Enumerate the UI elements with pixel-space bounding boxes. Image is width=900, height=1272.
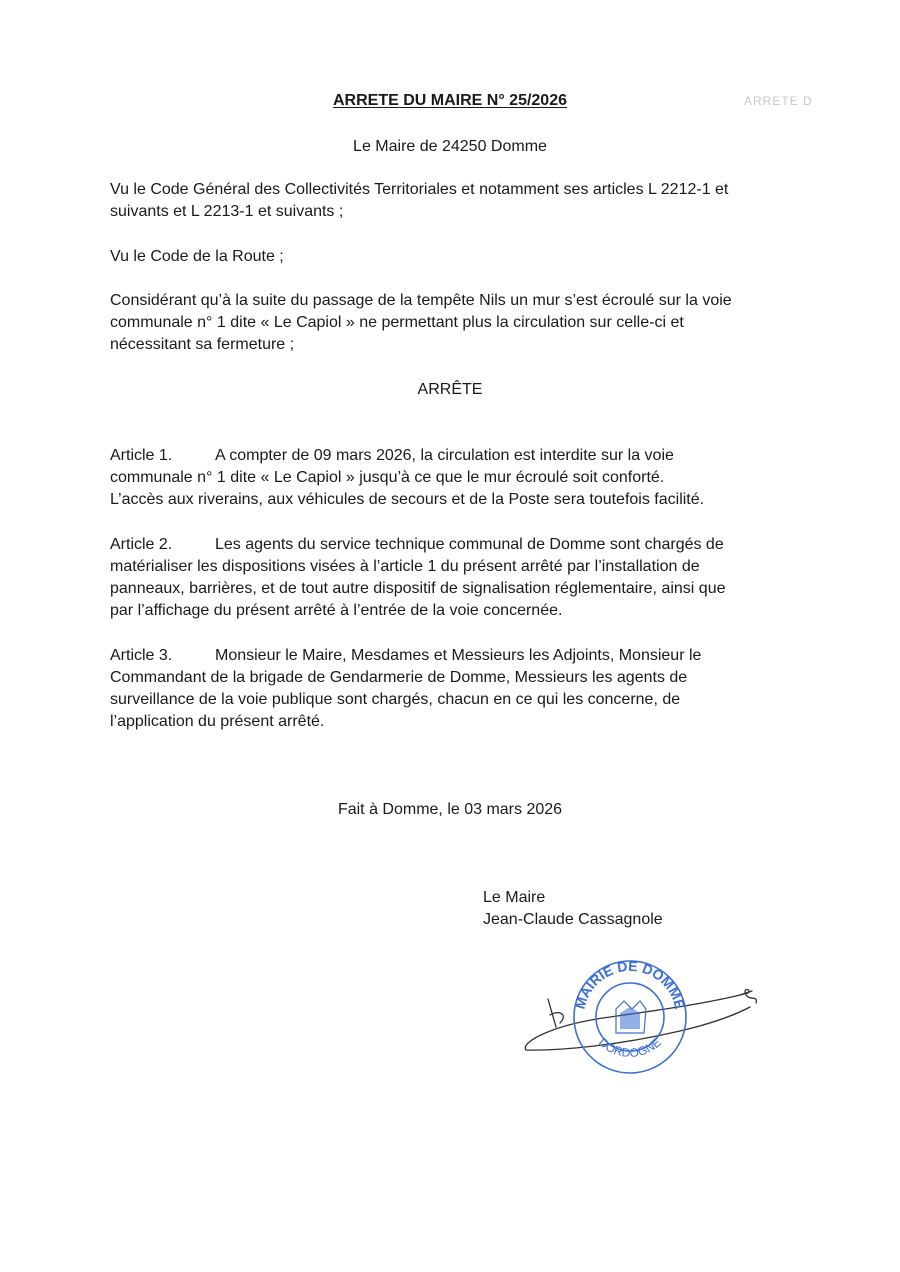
mairie-stamp-icon <box>520 955 770 1085</box>
article-2-line-2: matérialiser les dispositions visées à l’article 1 du présent arrêté par l’installation de <box>110 558 700 575</box>
considerant-line-1: Considérant qu’à la suite du passage de la tempête Nils un mur s’est écroulé sur la voie <box>110 292 732 309</box>
signer-title: Le Maire <box>483 889 546 906</box>
article-1-line-3: L’accès aux riverains, aux véhicules de secours et de la Poste sera toutefois facilité. <box>110 491 705 508</box>
article-3-line-3: surveillance de la voie publique sont chargés, chacun en ce qui les concerne, de <box>110 691 681 708</box>
article-2-label: Article 2. <box>110 536 173 553</box>
stamp-bottom-text: DORDOGNE <box>596 1035 664 1061</box>
article-2-line-3: panneaux, barrières, et de tout autre dispositif de signalisation réglementaire, ainsi que <box>110 580 726 597</box>
svg-text:MAIRIE DE DOMME <box>572 958 689 1011</box>
article-3-text: Monsieur le Maire, Mesdames et Messieurs les Adjoints, Monsieur le <box>215 647 702 664</box>
signer-name: Jean-Claude Cassagnole <box>483 911 663 928</box>
place-and-date: Fait à Domme, le 03 mars 2026 <box>337 801 563 818</box>
document-title: ARRETE DU MAIRE N° 25/2026 <box>332 92 567 109</box>
faded-reference-mark: ARRETE D <box>744 94 813 108</box>
stamp-top-text: MAIRIE DE DOMME <box>571 957 689 1011</box>
decision-heading: ARRÊTE <box>417 381 483 398</box>
svg-text:DORDOGNE <box>596 1035 664 1060</box>
article-1-line-1 <box>110 445 800 467</box>
considerant-line-3: nécessitant sa fermeture ; <box>110 336 295 353</box>
article-3-line-4: l’application du présent arrêté. <box>110 713 325 730</box>
article-1-line-2: communale n° 1 dite « Le Capiol » jusqu’à ce que le mur écroulé soit conforté. <box>110 469 665 486</box>
article-3-label: Article 3. <box>110 647 173 664</box>
article-1-text: A compter de 09 mars 2026, la circulation est interdite sur la voie <box>215 447 674 464</box>
vu-code-route: Vu le Code de la Route ; <box>110 248 284 265</box>
article-2-line-4: par l’affichage du présent arrêté à l’entrée de la voie concernée. <box>110 602 563 619</box>
article-3-line-1 <box>110 645 800 667</box>
stamp-and-signature <box>520 955 770 1085</box>
article-1-label: Article 1. <box>110 447 173 464</box>
vu-cgct-line-1: Vu le Code Général des Collectivités Territoriales et notamment ses articles L 2212-1 et <box>110 181 729 198</box>
vu-cgct-line-2: suivants et L 2213-1 et suivants ; <box>110 203 344 220</box>
issuing-authority: Le Maire de 24250 Domme <box>353 138 547 155</box>
article-2-text: Les agents du service technique communal de Domme sont chargés de <box>215 536 724 553</box>
article-2-line-1 <box>110 534 800 556</box>
considerant-line-2: communale n° 1 dite « Le Capiol » ne permettant plus la circulation sur celle-ci et <box>110 314 684 331</box>
article-3-line-2: Commandant de la brigade de Gendarmerie de Domme, Messieurs les agents de <box>110 669 688 686</box>
